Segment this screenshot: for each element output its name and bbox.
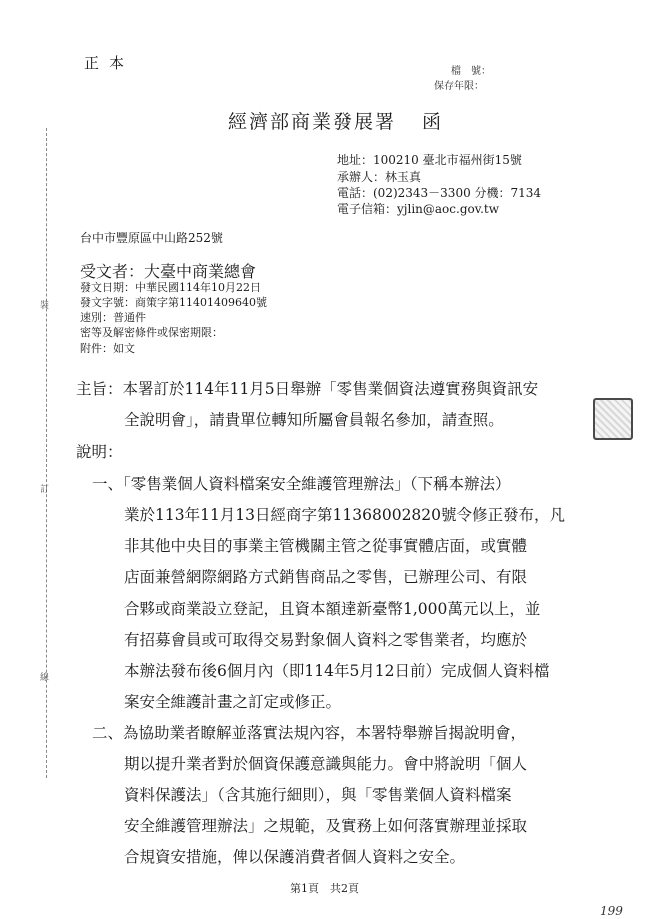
file-number-label: 檔 號： <box>451 66 491 77</box>
explanation-label: 說明： <box>76 443 123 461</box>
recipient-address: 台中市豐原區中山路252號 <box>80 231 223 245</box>
secrecy-level: 密等及解密條件或保密期限： <box>80 326 223 339</box>
item2-line: 資料保護法」（含其施行細則），與「零售業個人資料檔案 <box>124 786 512 804</box>
official-seal-stamp <box>593 398 633 440</box>
item1-line: 本辦法發布後6個月內（即114年5月12日前）完成個人資料檔 <box>124 662 550 680</box>
binding-mark-ding: 訂 <box>40 485 50 495</box>
attachment: 附件：如文 <box>80 342 135 355</box>
recipient: 受文者：大臺中商業總會 <box>80 262 257 281</box>
phone: 電話：(02)2343－3300 分機：7134 <box>337 186 542 200</box>
item1-line: 案安全維護計畫之訂定或修正。 <box>124 693 342 711</box>
item1-line: 有招募會員或可取得交易對象個人資料之零售業者，均應於 <box>124 631 528 649</box>
subject-line-1: 主旨：本署訂於114年11月5日舉辦「零售業個資法遵實務與資訊安 <box>76 380 539 398</box>
item2-line: 合規資安措施，俾以保護消費者個人資料之安全。 <box>124 848 466 866</box>
handwritten-page-number: 199 <box>600 904 623 918</box>
binding-mark-zhuang: 裝 <box>40 301 50 311</box>
item1-line: 業於113年11月13日經商字第11368002820號令修正發布，凡 <box>124 506 566 524</box>
agency-address: 地址：100210 臺北市福州街15號 <box>337 153 522 167</box>
item2-line: 期以提升業者對於個資保護意識與能力。會中將說明「個人 <box>124 755 528 773</box>
item2-line: 二、為協助業者瞭解並落實法規內容，本署特舉辦旨揭說明會， <box>92 724 527 742</box>
document-title <box>228 107 443 134</box>
item1-line: 店面兼營網際網路方式銷售商品之零售，已辦理公司、有限 <box>124 568 528 586</box>
original-copy-mark: 正本 <box>84 54 135 72</box>
item2-line: 安全維護管理辦法」之規範，及實務上如何落實辦理並採取 <box>124 817 528 835</box>
retention-period-label: 保存年限： <box>434 81 484 92</box>
issuing-agency: 經濟部商業發展署 <box>228 111 397 133</box>
speed-class: 速別：普通件 <box>80 311 146 324</box>
issue-date: 發文日期：中華民國114年10月22日 <box>80 281 261 294</box>
binding-mark-xian: 線 <box>40 673 50 683</box>
item1-line: 一、「零售業個人資料檔案安全維護管理辦法」（下稱本辦法） <box>92 475 511 493</box>
page-footer: 第1頁 共2頁 <box>290 882 359 895</box>
handler: 承辦人：林玉真 <box>337 170 422 184</box>
issue-number: 發文字號：商策字第11401409640號 <box>80 296 267 309</box>
document-type: 函 <box>422 111 444 133</box>
subject-line-2: 全說明會」，請貴單位轉知所屬會員報名參加，請查照。 <box>124 411 504 429</box>
email: 電子信箱：yjlin@aoc.gov.tw <box>337 202 499 216</box>
item1-line: 合夥或商業設立登記，且資本額達新臺幣1,000萬元以上，並 <box>124 600 541 618</box>
item1-line: 非其他中央目的事業主管機關主管之從事實體店面，或實體 <box>124 537 528 555</box>
